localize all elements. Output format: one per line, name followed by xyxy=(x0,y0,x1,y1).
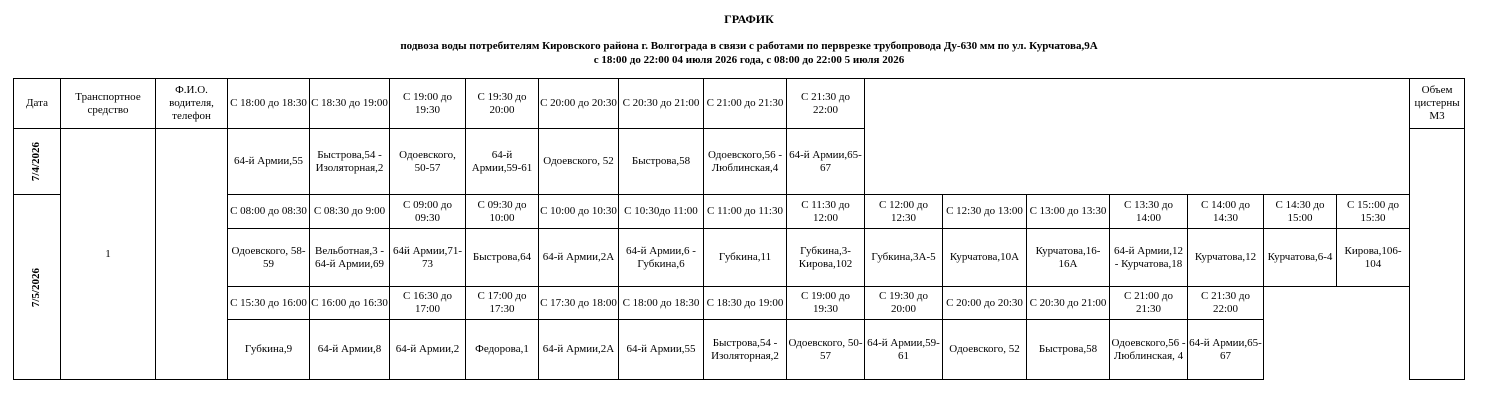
time-cell: С 18:30 до 19:00 xyxy=(310,79,390,129)
place-cell: Одоевского,56 - Люблинская, 4 xyxy=(1110,320,1188,380)
place-cell: Губкина,9 xyxy=(228,320,310,380)
time-cell: С 15:30 до 16:00 xyxy=(228,287,310,320)
empty-cell xyxy=(1264,287,1410,380)
time-cell: С 17:30 до 18:00 xyxy=(539,287,619,320)
date-label: 7/5/2026 xyxy=(30,267,43,307)
place-cell: 64-й Армии,2 xyxy=(390,320,466,380)
time-cell: С 09:30 до 10:00 xyxy=(466,195,539,229)
place-cell: 64-й Армии,2А xyxy=(539,320,619,380)
place-cell: 64-й Армии,59-61 xyxy=(466,129,539,195)
place-cell: 64й Армии,71-73 xyxy=(390,229,466,287)
document-subtitle xyxy=(0,39,1498,67)
subtitle-line-2: с 18:00 до 22:00 04 июля 2026 года, с 08:00 до 22:00 5 июля 2026 xyxy=(593,54,905,66)
time-cell: С 20:00 до 20:30 xyxy=(539,79,619,129)
header-vehicle: Транспортное средство xyxy=(61,79,156,129)
time-cell: С 10:30до 11:00 xyxy=(619,195,704,229)
subtitle-line-1: подвоза воды потребителям Кировского района г. Волгограда в связи с работами по перврезке трубопровода Ду-630 мм по ул. Курчатова,9А xyxy=(400,40,1098,52)
place-cell: Кирова,106-104 xyxy=(1337,229,1410,287)
place-cell: Быстрова,58 xyxy=(1027,320,1110,380)
place-cell: 64-й Армии,59-61 xyxy=(865,320,943,380)
place-cell: Одоевского, 50-57 xyxy=(390,129,466,195)
header-driver: Ф.И.О. водителя, телефон xyxy=(156,79,228,129)
date-label: 7/4/2026 xyxy=(30,141,43,182)
place-cell: Одоевского, 52 xyxy=(943,320,1027,380)
place-cell: 64-й Армии,12 - Курчатова,18 xyxy=(1110,229,1188,287)
place-row xyxy=(14,320,1465,380)
header-row xyxy=(14,79,1465,129)
time-cell: С 21:30 до 22:00 xyxy=(1188,287,1264,320)
time-cell: С 21:30 до 22:00 xyxy=(787,79,865,129)
place-cell: Быстрова,54 - Изоляторная,2 xyxy=(704,320,787,380)
time-cell: С 14:30 до 15:00 xyxy=(1264,195,1337,229)
schedule-table xyxy=(13,78,1465,380)
place-cell: 64-й Армии,65-67 xyxy=(787,129,865,195)
time-cell: С 08:00 до 08:30 xyxy=(228,195,310,229)
time-row xyxy=(14,287,1465,320)
place-cell: Вельботная,3 - 64-й Армии,69 xyxy=(310,229,390,287)
place-cell: Курчатова,16-16А xyxy=(1027,229,1110,287)
date-cell-day2 xyxy=(14,195,61,380)
place-cell: Губкина,11 xyxy=(704,229,787,287)
time-cell: С 19:30 до 20:00 xyxy=(466,79,539,129)
place-row xyxy=(14,129,1465,195)
place-cell: Одоевского, 52 xyxy=(539,129,619,195)
place-cell: Губкина,3А-5 xyxy=(865,229,943,287)
place-cell: Курчатова,6-4 xyxy=(1264,229,1337,287)
document-title: ГРАФИК xyxy=(724,12,774,26)
place-cell: Курчатова,10А xyxy=(943,229,1027,287)
empty-cell xyxy=(865,79,1410,129)
place-cell: 64-й Армии,6 - Губкина,6 xyxy=(619,229,704,287)
place-row xyxy=(14,229,1465,287)
header-volume: Объем цистерны М3 xyxy=(1410,79,1465,129)
place-cell: 64-й Армии,55 xyxy=(619,320,704,380)
time-cell: С 12:00 до 12:30 xyxy=(865,195,943,229)
time-cell: С 11:30 до 12:00 xyxy=(787,195,865,229)
time-cell: С 20:30 до 21:00 xyxy=(1027,287,1110,320)
place-cell: 64-й Армии,2А xyxy=(539,229,619,287)
time-cell: С 19:00 до 19:30 xyxy=(787,287,865,320)
place-cell: Быстрова,54 - Изоляторная,2 xyxy=(310,129,390,195)
vehicle-cell: 1 xyxy=(61,129,156,380)
time-cell: С 09:00 до 09:30 xyxy=(390,195,466,229)
place-cell: 64-й Армии,65-67 xyxy=(1188,320,1264,380)
time-cell: С 10:00 до 10:30 xyxy=(539,195,619,229)
place-cell: Быстрова,64 xyxy=(466,229,539,287)
volume-cell xyxy=(1410,129,1465,380)
time-cell: С 16:00 до 16:30 xyxy=(310,287,390,320)
place-cell: Одоевского, 58-59 xyxy=(228,229,310,287)
place-cell: Одоевского, 50-57 xyxy=(787,320,865,380)
place-cell: Федорова,1 xyxy=(466,320,539,380)
time-cell: С 16:30 до 17:00 xyxy=(390,287,466,320)
time-cell: С 21:00 до 21:30 xyxy=(704,79,787,129)
time-cell: С 18:00 до 18:30 xyxy=(619,287,704,320)
time-cell: С 17:00 до 17:30 xyxy=(466,287,539,320)
date-cell-day1 xyxy=(14,129,61,195)
place-cell: Быстрова,58 xyxy=(619,129,704,195)
time-cell: С 11:00 до 11:30 xyxy=(704,195,787,229)
place-cell: Одоевского,56 - Люблинская,4 xyxy=(704,129,787,195)
place-cell: 64-й Армии,8 xyxy=(310,320,390,380)
time-cell: С 14:00 до 14:30 xyxy=(1188,195,1264,229)
time-cell: С 13:30 до 14:00 xyxy=(1110,195,1188,229)
time-cell: С 18:30 до 19:00 xyxy=(704,287,787,320)
place-cell: Губкина,3-Кирова,102 xyxy=(787,229,865,287)
header-date: Дата xyxy=(14,79,61,129)
time-cell: С 21:00 до 21:30 xyxy=(1110,287,1188,320)
time-cell: С 13:00 до 13:30 xyxy=(1027,195,1110,229)
place-cell: Курчатова,12 xyxy=(1188,229,1264,287)
place-cell: 64-й Армии,55 xyxy=(228,129,310,195)
time-cell: С 19:30 до 20:00 xyxy=(865,287,943,320)
empty-cell xyxy=(865,129,1410,195)
time-cell: С 18:00 до 18:30 xyxy=(228,79,310,129)
time-cell: С 20:00 до 20:30 xyxy=(943,287,1027,320)
time-cell: С 15::00 до 15:30 xyxy=(1337,195,1410,229)
time-cell: С 12:30 до 13:00 xyxy=(943,195,1027,229)
time-cell: С 20:30 до 21:00 xyxy=(619,79,704,129)
time-row xyxy=(14,195,1465,229)
driver-cell xyxy=(156,129,228,380)
time-cell: С 08:30 до 9:00 xyxy=(310,195,390,229)
time-cell: С 19:00 до 19:30 xyxy=(390,79,466,129)
